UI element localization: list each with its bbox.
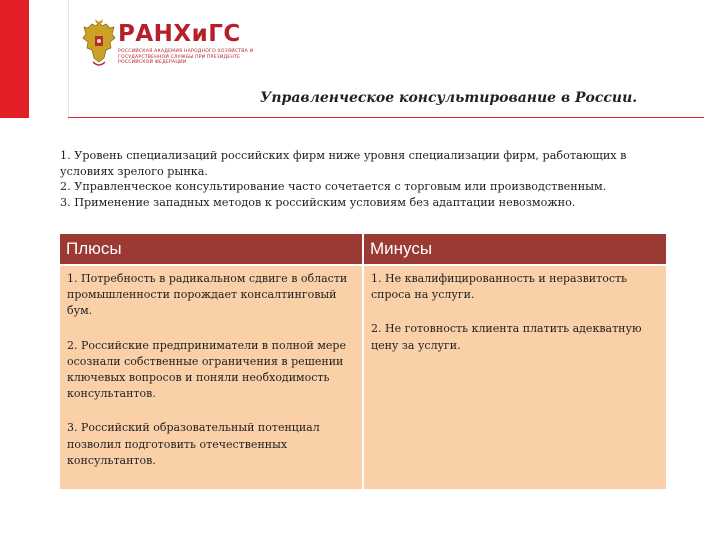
intro-text (60, 148, 660, 210)
pros-item: 3. Российский образовательный потенциал позволил подготовить отечественных консультантов. (67, 421, 320, 467)
pros-cons-table (60, 234, 666, 489)
double-headed-eagle-emblem-icon (82, 18, 116, 70)
cons-item: 1. Не квалифицированность и неразвитость спроса на услуги. (371, 272, 628, 302)
left-accent-bar (0, 0, 29, 118)
intro-item: 3. Применение западных методов к российским условиям без адаптации невозможно. (60, 195, 576, 209)
header-rule (68, 117, 704, 118)
logo-name: РАНХиГС (118, 21, 241, 47)
pros-header: Плюсы (60, 234, 363, 265)
pros-item: 2. Российские предприниматели в полной мере осознали собственные ограничения в решении ключевых вопросов и поняли необходимость консультантов. (67, 338, 346, 401)
logo (82, 18, 252, 74)
logo-subtitle: РОССИЙСКАЯ АКАДЕМИЯ НАРОДНОГО ХОЗЯЙСТВА И ГОСУДАРСТВЕННОЙ СЛУЖБЫ ПРИ ПРЕЗИДЕНТЕ РОССИЙСКОЙ ФЕДЕРАЦИИ (118, 49, 254, 66)
pros-item: 1. Потребность в радикальном сдвиге в области промышленности порождает консалтинговый бум. (67, 272, 348, 318)
cons-item: 2. Не готовность клиента платить адекватную цену за услуги. (371, 322, 642, 352)
pros-cell (60, 265, 363, 489)
intro-item: 1. Уровень специализаций российских фирм ниже уровня специализации фирм, работающих в условиях зрелого рынка. (60, 149, 627, 178)
intro-item: 2. Управленческое консультирование часто сочетается с торговым или производственным. (60, 180, 607, 193)
slide-title: Управленческое консультирование в России. (260, 90, 638, 106)
cons-header: Минусы (363, 234, 666, 265)
header-divider (68, 0, 69, 118)
cons-cell (363, 265, 666, 489)
